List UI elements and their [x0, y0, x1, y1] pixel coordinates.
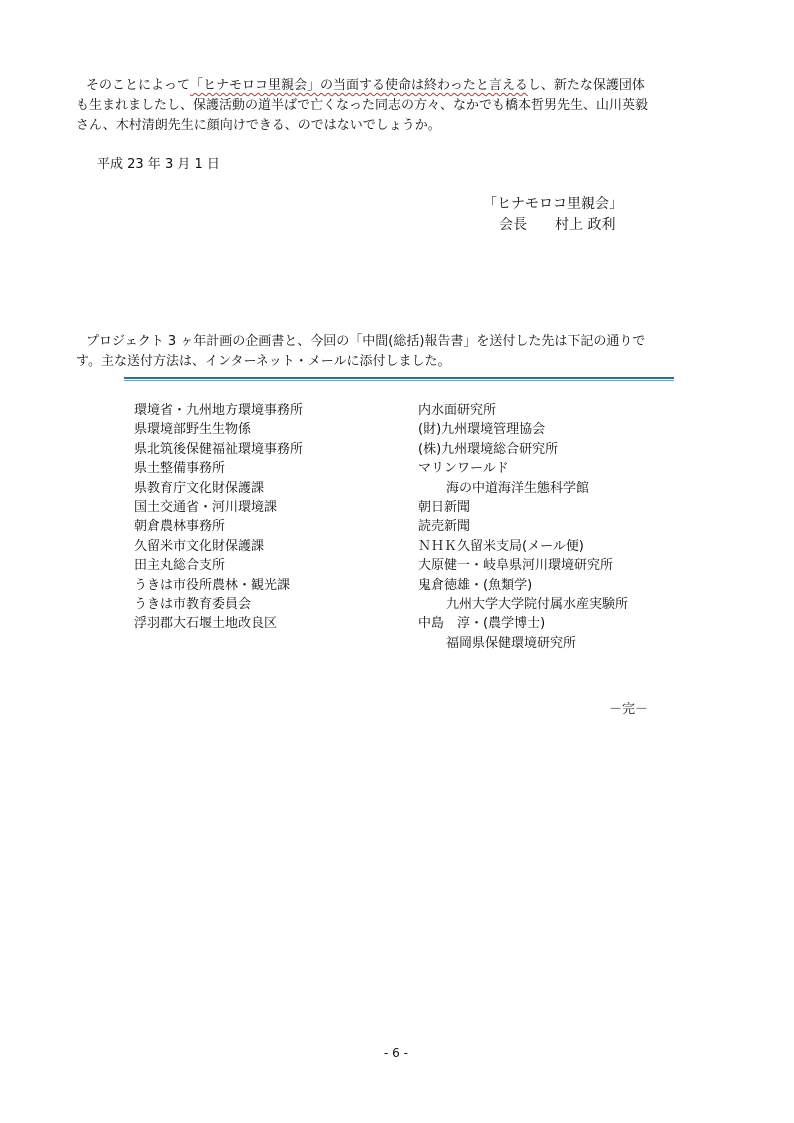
paragraph-1-line-1-post: し、新たな保護団体	[527, 78, 645, 93]
paragraph-1-line-1-pre: そのことによって	[86, 78, 191, 93]
paragraph-2-line-1: プロジェクト 3 ヶ年計画の企画書と、今回の「中間(総括)報告書」を送付した先は下記の通りで	[86, 334, 646, 349]
end-mark: －完－	[609, 702, 649, 717]
paragraph-1-line-3: さん、木村清朗先生に顔向けできる、のではないでしょうか。	[76, 118, 441, 133]
list-item: 田主丸総合支所	[134, 558, 226, 574]
list-item: 県環境部野生生物係	[134, 422, 252, 438]
underlined-phrase: 「ヒナモロコ里親会」の当面する使命は終わったと言える	[190, 78, 528, 93]
list-item: 大原健一・岐阜県河川環境研究所	[418, 558, 614, 574]
divider-rule	[124, 377, 674, 381]
list-item: 県教育庁文化財保護課	[134, 480, 265, 496]
list-item: (株)九州環境総合研究所	[418, 441, 559, 457]
date: 平成 23 年 3 月 1 日	[97, 157, 220, 172]
list-item: 国土交通省・河川環境課	[134, 500, 278, 516]
list-item: 県北筑後保健福祉環境事務所	[134, 441, 304, 457]
list-item: 久留米市文化財保護課	[134, 538, 265, 554]
list-item: 読売新聞	[418, 519, 471, 535]
list-item: うきは市教育委員会	[134, 597, 252, 613]
list-item: 鬼倉徳雄・(魚類学)	[418, 577, 533, 593]
page-number: - 6 -	[384, 1046, 408, 1060]
signature-org: 「ヒナモロコ里親会」	[483, 196, 623, 212]
list-item: 環境省・九州地方環境事務所	[134, 403, 304, 418]
paragraph-2-line-2: す。主な送付方法は、インターネット・メールに添付しました。	[76, 354, 451, 369]
list-item: 福岡県保健環境研究所	[446, 635, 577, 651]
list-item: 朝倉農林事務所	[134, 519, 226, 535]
list-item: マリンワールド	[418, 461, 509, 477]
list-item: 九州大学大学院付属水産実験所	[446, 597, 629, 613]
list-item: 県土整備事務所	[134, 461, 226, 477]
list-item: (財)九州環境管理協会	[418, 422, 546, 438]
list-item: 内水面研究所	[418, 403, 497, 418]
recipients-right-list	[418, 401, 628, 653]
list-item: 中島 淳・(農学博士)	[418, 616, 546, 632]
paragraph-1-line-2: も生まれましたし、保護活動の道半ばで亡くなった同志の方々、なかでも橋本哲男先生、山川英毅	[76, 98, 649, 113]
recipients-left-list	[134, 401, 303, 634]
paragraph-1-line-1	[86, 76, 645, 96]
list-item: 海の中道海洋生態科学館	[446, 480, 590, 496]
list-item: うきは市役所農林・観光課	[134, 577, 291, 593]
list-item: ＮＨＫ久留米支局(メール便)	[418, 538, 584, 554]
list-item: 朝日新聞	[418, 500, 471, 516]
signature-person: 会長 村上 政利	[499, 217, 616, 233]
list-item: 浮羽郡大石堰土地改良区	[134, 616, 278, 632]
